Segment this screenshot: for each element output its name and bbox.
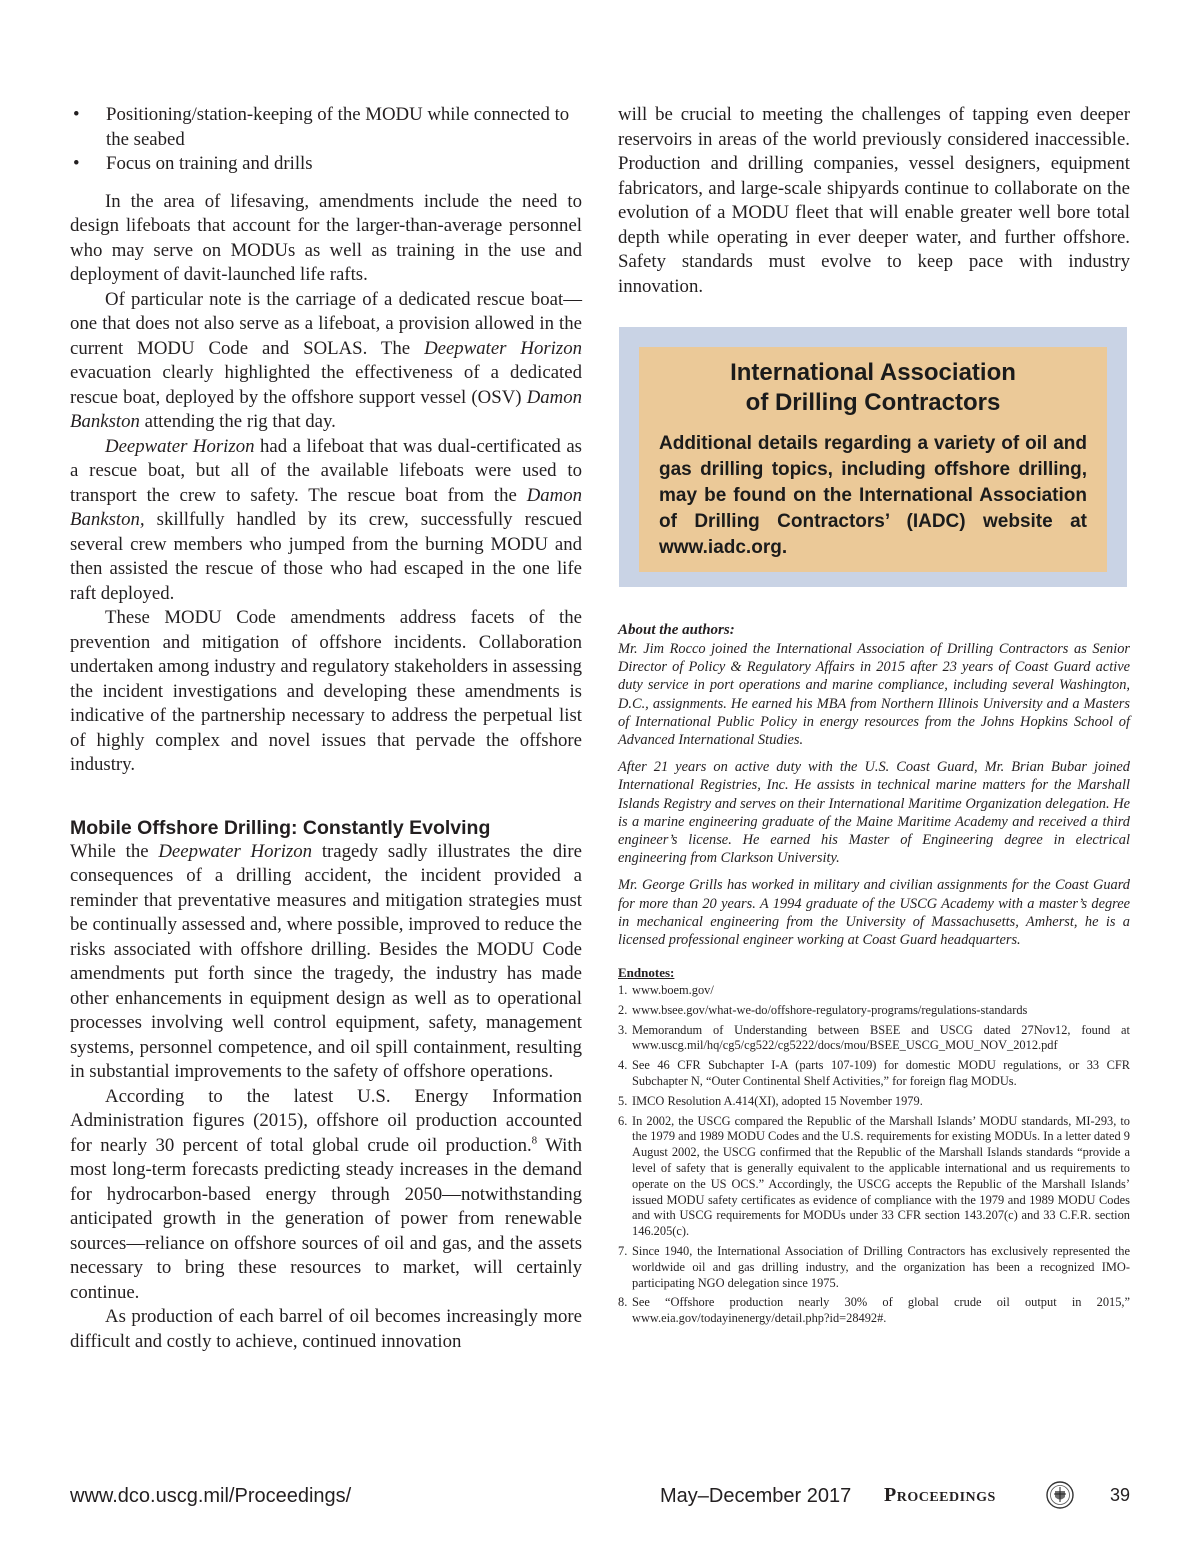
vessel-name: Deepwater Horizon xyxy=(424,337,582,359)
endnote-item: 1. www.boem.gov/ xyxy=(618,983,714,998)
callout-body: Additional details regarding a variety of oil and gas drilling topics, including offshore drilling, may be found on the International Association of Drilling Contractors’ (IADC) website at www.iadc.org. xyxy=(659,433,1087,558)
publication-name: Proceedings xyxy=(884,1484,996,1506)
callout-box xyxy=(619,327,1127,587)
callout-inner xyxy=(639,347,1107,572)
body-paragraph: will be crucial to meeting the challenges of tapping even deeper reservoirs in areas of the world previously considered inaccessible. Production and drilling companies, vessel designers, equipment fabricators, and large-scale shipyards continue to collaborate on the evolution of a MODU fleet that will enable greater well bore total depth while operating in ever deeper water, and further offshore. Safety standards must evolve to keep pace with industry innovation. xyxy=(618,104,1130,297)
about-authors xyxy=(618,621,1130,949)
page-number: 39 xyxy=(1110,1485,1131,1505)
vessel-name: Damon Bankston xyxy=(70,386,582,432)
left-column xyxy=(70,103,582,1354)
vessel-name: Damon Bankston, xyxy=(70,484,582,530)
endnote-item: 8. See “Offshore production nearly 30% of global crude oil output in 2015,” www.eia.gov/todayinenergy/detail.php?id=28492#. xyxy=(618,1295,1130,1326)
endnote-item: 3. Memorandum of Understanding between BSEE and USCG dated 27Nov12, found at www.uscg.mil/hq/cg5/cg522/cg5222/docs/mou/BSEE_USCG_MOU_NOV_2012.pdf xyxy=(618,1022,1130,1053)
body-paragraph: Of particular note is the carriage of a dedicated rescue boat—one that does not also serve as a lifeboat, a provision allowed in the current MODU Code and SOLAS. The Deepwater Horizon evacuation clearly highlighted the effectiveness of a dedicated rescue boat, deployed by the offshore support vessel (OSV) Damon Bankston attending the rig that day. xyxy=(70,288,582,432)
body-paragraph: In the area of lifesaving, amendments include the need to design lifeboats that account for the larger-than-average personnel who may serve on MODUs as well as training in the use and deployment of davit-launched life rafts. xyxy=(70,190,582,285)
author-bio: Mr. George Grills has worked in military and civilian assignments for the Coast Guard for more than 20 years. A 1994 graduate of the USCG Academy with a master’s degree in mechanical engineering from the University of Massachusetts, Amherst, he is a licensed professional engineer working at Coast Guard headquarters. xyxy=(618,877,1130,949)
bullet-text: Positioning/station-keeping of the MODU while connected to the seabed xyxy=(106,104,570,150)
footer-date: May–December 2017 xyxy=(660,1485,852,1507)
footnote-ref: 8 xyxy=(531,1134,538,1147)
bullet-icon: • xyxy=(73,104,80,125)
bullet-text: Focus on training and drills xyxy=(106,153,313,174)
endnote-item: 4. See 46 CFR Subchapter I-A (parts 107-109) for domestic MODU regulations, or 33 CFR Subchapter N, “Outer Continental Shelf Activities,” for foreign flag MODUs. xyxy=(618,1058,1130,1089)
endnote-item: 6. In 2002, the USCG compared the Republic of the Marshall Islands’ MODU standards, MI-293, to the 1979 and 1989 MODU Codes and the U.S. requirements for existing MODUs. In a letter dated 9 August 2002, the USCG confirmed that the Republic of the Marshall Islands standards “provide a level of safety that is generally equivalent to the applicable international and us requirements to operate on the US OCS.” Accordingly, the USCG accepts the Republic of the Marshall Islands’ issued MODU safety certificates as evidence of compliance with the 1979 and 1989 MODU Codes and with USCG requirements for MODUs under 33 CFR section 143.207(c) and 33 C.F.R. section 146.205(c). xyxy=(618,1113,1130,1239)
right-column xyxy=(618,103,1130,1331)
vessel-name: Deepwater Horizon xyxy=(105,435,255,457)
uscg-seal-icon xyxy=(1046,1481,1074,1509)
body-paragraph: While the Deepwater Horizon tragedy sadly illustrates the dire consequences of a drilling accident, the incident provided a reminder that preventative measures and mitigation strategies must be continually assessed and, where possible, improved to reduce the risks associated with offshore drilling. Besides the MODU Code amendments put forth since the tragedy, the industry has made other enhancements in equipment design as well as to operational processes involving well control equipment, safety, management systems, personnel competence, and oil spill containment, resulting in substantial improvements to the safety of offshore operations. xyxy=(70,840,582,1082)
author-bio: Mr. Jim Rocco joined the International Association of Drilling Contractors as Senior Director of Policy & Regulatory Affairs in 2015 after 23 years of Coast Guard active duty service in port operations and marine compliance, including several Washington, D.C., assignments. He earned his MBA from Northern Illinois University and a Masters of International Public Policy in energy resources from the Johns Hopkins School of Advanced International Studies. xyxy=(618,641,1130,749)
about-heading: About the authors: xyxy=(618,622,735,638)
endnote-item: 2. www.bsee.gov/what-we-do/offshore-regulatory-programs/regulations-standards xyxy=(618,1002,1028,1017)
endnotes-heading: Endnotes: xyxy=(618,965,675,981)
body-paragraph: According to the latest U.S. Energy Information Administration figures (2015), offshore oil production accounted for nearly 30 percent of total global crude oil production.$^8$ With most long-term forecasts predicting steady increases in the demand for hydrocarbon-based energy through 2050—notwithstanding anticipated growth in the generation of power from renewable sources—reliance on offshore sources of oil and gas, and the assets necessary to bring these resources to market, will certainly continue. xyxy=(70,1085,582,1303)
body-paragraph: These MODU Code amendments address facets of the prevention and mitigation of offshore incidents. Collaboration undertaken among industry and regulatory stakeholders in assessing the incident investigations and developing these amendments is indicative of the partnership necessary to address the perpetual list of highly complex and novel issues that pervade the offshore industry. xyxy=(70,607,582,775)
endnote-item: 7. Since 1940, the International Association of Drilling Contractors has exclusively represented the worldwide oil and gas drilling industry, and the organization has been a recognized IMO-participating NGO delegation since 1975. xyxy=(618,1244,1130,1290)
bullet-icon: • xyxy=(73,153,80,174)
section-heading: Mobile Offshore Drilling: Constantly Evolving xyxy=(70,816,491,839)
author-bio: After 21 years on active duty with the U.S. Coast Guard, Mr. Brian Bubar joined International Registries, Inc. He assists in technical marine matters for the Marshall Islands Registry and serves on their International Maritime Organization delegation. He is a marine engineering graduate of the Maine Maritime Academy and received a third engineer’s license. He earned his Master of Engineering degree in electrical engineering from Clarkson University. xyxy=(618,759,1130,867)
endnotes-list xyxy=(618,983,1130,1327)
bullet-item xyxy=(70,152,582,177)
body-paragraph: As production of each barrel of oil becomes increasingly more difficult and costly to achieve, continued innovation xyxy=(70,1306,582,1352)
vessel-name: Deepwater Horizon xyxy=(158,840,313,862)
body-paragraph: Deepwater Horizon had a lifeboat that was dual-certificated as a rescue boat, but all of the available lifeboats were used to transport the crew to safety. The rescue boat from the Damon Bankston, skillfully handled by its crew, successfully rescued several crew members who jumped from the burning MODU and then assisted the rescue of those who had escaped in the one life raft deployed. xyxy=(70,435,582,604)
endnote-item: 5. IMCO Resolution A.414(XI), adopted 15 November 1979. xyxy=(618,1093,923,1108)
footer-url[interactable]: www.dco.uscg.mil/Proceedings/ xyxy=(70,1485,352,1507)
callout-title: International Association of Drilling Contractors xyxy=(730,359,1016,416)
endnotes xyxy=(618,965,1130,1327)
bullet-item xyxy=(70,103,582,152)
